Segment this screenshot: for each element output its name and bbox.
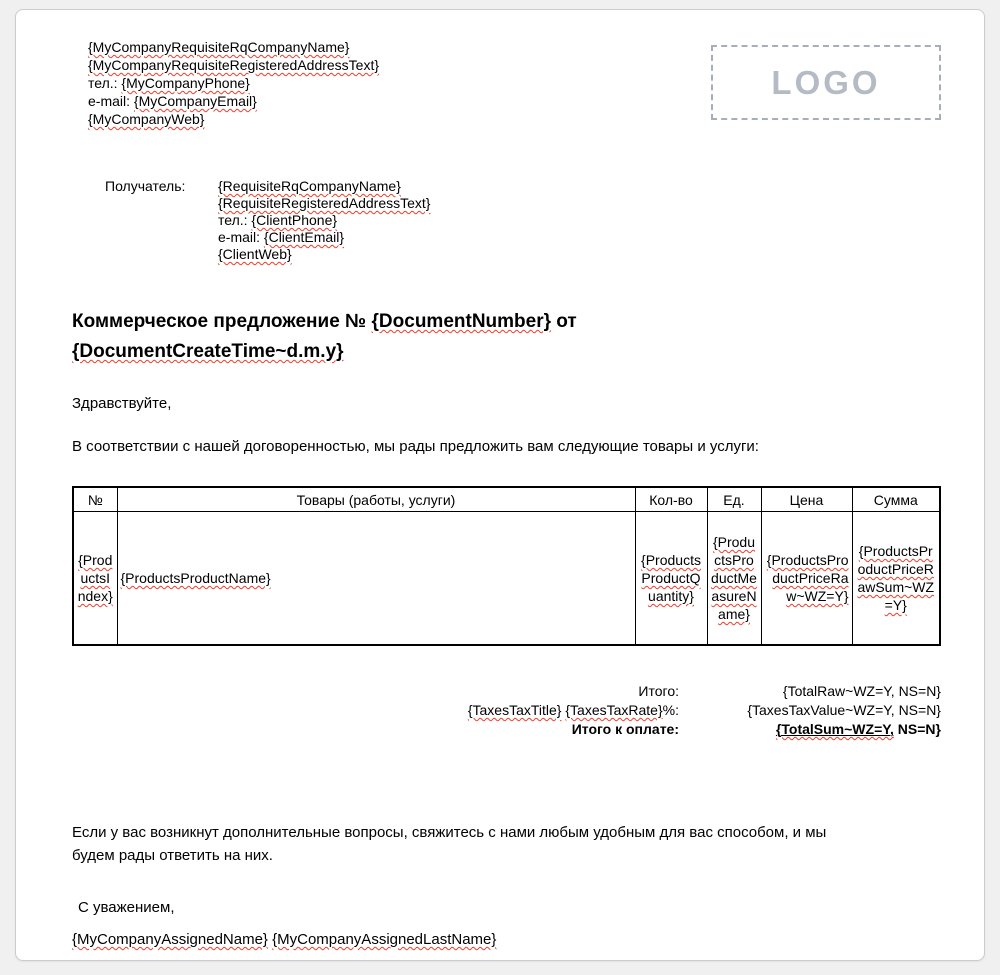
recipient-email-label: e-mail: bbox=[218, 229, 261, 245]
document-page bbox=[15, 9, 985, 961]
title-prefix: Коммерческое предложение № bbox=[72, 311, 367, 332]
logo-placeholder[interactable] bbox=[711, 45, 941, 120]
quantity-variable: {ProductsProductQuantity} bbox=[641, 552, 701, 604]
signature-lastname-variable: {MyCompanyAssignedLastName} bbox=[272, 931, 497, 948]
tax-title-variable: {TaxesTaxTitle} bbox=[467, 702, 562, 718]
tax-label bbox=[72, 701, 679, 720]
signature-name-variable: {MyCompanyAssignedName} bbox=[72, 931, 268, 948]
page-title-line1 bbox=[72, 307, 941, 337]
regards-text: С уважением, bbox=[78, 899, 175, 916]
closing-paragraph bbox=[72, 821, 941, 867]
cell-measure bbox=[707, 512, 761, 646]
cell-sum bbox=[852, 512, 940, 646]
tax-value: {TaxesTaxValue~WZ=Y, NS=N} bbox=[747, 702, 941, 718]
tax-row bbox=[72, 701, 941, 720]
measure-variable: {ProductsProductMeasureName} bbox=[711, 534, 757, 622]
sender-email-label: e-mail: bbox=[88, 93, 131, 109]
recipient-block bbox=[105, 178, 941, 263]
total-due-value-variable: {TotalSum~WZ=Y, bbox=[775, 721, 894, 737]
recipient-address-variable: {RequisiteRegisteredAddressText} bbox=[218, 195, 431, 211]
recipient-label: Получатель: bbox=[105, 178, 186, 194]
header-unit: Ед. bbox=[707, 487, 761, 512]
sender-email-variable: {MyCompanyEmail} bbox=[133, 93, 257, 109]
header-number: № bbox=[73, 487, 117, 512]
items-table-header-row bbox=[73, 487, 940, 512]
title-middle: от bbox=[556, 311, 577, 332]
sender-phone-label: тел.: bbox=[88, 75, 118, 91]
sender-web-variable: {MyCompanyWeb} bbox=[88, 111, 205, 127]
total-due-value-underlined bbox=[776, 721, 894, 737]
sender-web-line bbox=[88, 110, 379, 128]
intro-text: В соответствии с нашей договоренностью, мы рады предложить вам следующие товары и услуги: bbox=[72, 438, 759, 455]
total-due-value bbox=[679, 720, 941, 739]
recipient-company-variable: {RequisiteRqCompanyName} bbox=[218, 178, 401, 194]
price-variable: {ProductsProductPriceRaw~WZ=Y} bbox=[766, 552, 849, 604]
sender-email-line bbox=[88, 92, 379, 110]
total-due-row bbox=[72, 720, 941, 739]
sum-variable: {ProductsProductPriceRawSum~WZ=Y} bbox=[857, 543, 935, 613]
header-sum: Сумма bbox=[852, 487, 940, 512]
sender-phone-variable: {MyCompanyPhone} bbox=[121, 75, 250, 91]
recipient-web-variable: {ClientWeb} bbox=[218, 246, 292, 262]
items-table-template-row bbox=[73, 512, 940, 646]
recipient-web-line bbox=[218, 246, 430, 263]
logo-text: LOGO bbox=[771, 63, 881, 101]
header-quantity: Кол-во bbox=[635, 487, 707, 512]
cell-quantity bbox=[635, 512, 707, 646]
recipient-phone-label: тел.: bbox=[218, 212, 248, 228]
subtotal-label: Итого: bbox=[638, 683, 679, 699]
cell-index bbox=[73, 512, 117, 646]
subtotal-row bbox=[72, 682, 941, 701]
document-content bbox=[72, 38, 941, 949]
document-header bbox=[72, 38, 941, 128]
subtotal-value: {TotalRaw~WZ=Y, NS=N} bbox=[782, 683, 941, 699]
header-price: Цена bbox=[761, 487, 852, 512]
recipient-company-line bbox=[218, 178, 430, 195]
recipient-email-line bbox=[218, 229, 430, 246]
recipient-phone-line bbox=[218, 212, 430, 229]
recipient-email-variable: {ClientEmail} bbox=[263, 229, 345, 245]
closing-line1: Если у вас возникнут дополнительные вопросы, свяжитесь с нами любым удобным для вас способом, и мы bbox=[72, 824, 827, 841]
recipient-address-line bbox=[218, 195, 430, 212]
sender-address-line bbox=[88, 56, 379, 74]
sender-phone-line bbox=[88, 74, 379, 92]
total-due-label: Итого к оплате: bbox=[571, 721, 679, 737]
total-due-value-rest: NS=N} bbox=[893, 721, 941, 737]
tax-suffix: %: bbox=[662, 702, 679, 718]
product-name-variable: {ProductsProductName} bbox=[120, 570, 271, 586]
cell-price bbox=[761, 512, 852, 646]
sender-company-variable: {MyCompanyRequisiteRqCompanyName} bbox=[88, 39, 350, 55]
tax-rate-variable: {TaxesTaxRate} bbox=[565, 702, 663, 718]
greeting-text: Здравствуйте, bbox=[72, 395, 172, 412]
closing-line2: будем рады ответить на них. bbox=[72, 847, 273, 864]
totals-block bbox=[72, 682, 941, 739]
signature-line bbox=[72, 931, 941, 949]
items-table bbox=[72, 486, 941, 646]
title-date-variable: {DocumentCreateTime~d.m.y} bbox=[72, 341, 344, 362]
recipient-values bbox=[218, 178, 430, 263]
sender-address-variable: {MyCompanyRequisiteRegisteredAddressText} bbox=[88, 57, 380, 73]
index-variable: {ProductsIndex} bbox=[77, 552, 113, 604]
header-goods: Товары (работы, услуги) bbox=[117, 487, 635, 512]
page-title bbox=[72, 307, 941, 367]
sender-company-line bbox=[88, 38, 379, 56]
title-document-number-variable: {DocumentNumber} bbox=[371, 311, 552, 332]
recipient-phone-variable: {ClientPhone} bbox=[251, 212, 338, 228]
sender-info-block bbox=[88, 38, 379, 128]
page-title-line2 bbox=[72, 337, 941, 367]
cell-product-name bbox=[117, 512, 635, 646]
